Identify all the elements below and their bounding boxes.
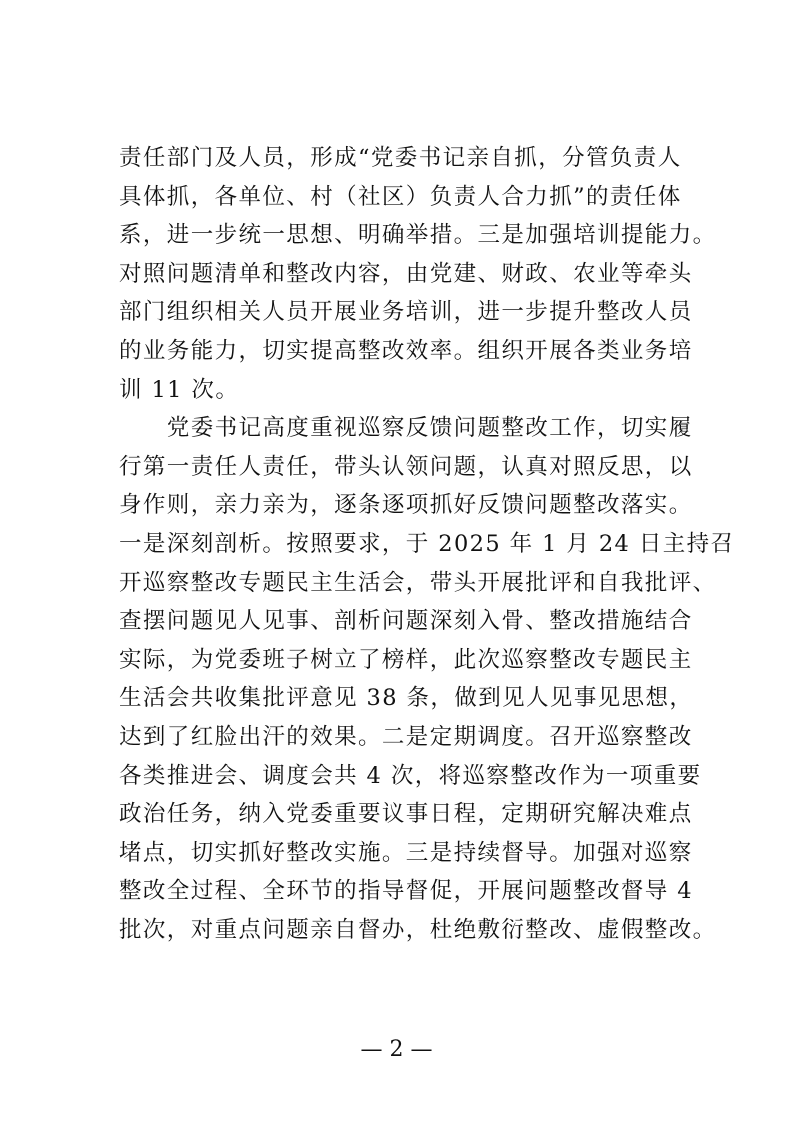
text-line: 对照问题清单和整改内容，由党建、财政、农业等牵头 bbox=[119, 260, 693, 287]
text-line: 行第一责任人责任，带头认领问题，认真对照反思，以 bbox=[119, 453, 693, 480]
text-line: 堵点，切实抓好整改实施。三是持续督导。加强对巡察 bbox=[119, 839, 693, 866]
text-line: 身作则，亲力亲为，逐条逐项抓好反馈问题整改落实。 bbox=[119, 492, 693, 519]
text-line: 政治任务，纳入党委重要议事日程，定期研究解决难点 bbox=[119, 801, 693, 828]
text-line: 开巡察整改专题民主生活会，带头开展批评和自我批评、 bbox=[119, 569, 717, 596]
text-line: 一是深刻剖析。按照要求，于 2025 年 1 月 24 日主持召 bbox=[119, 530, 735, 557]
text-line: 查摆问题见人见事、剖析问题深刻入骨、整改措施结合 bbox=[119, 608, 693, 635]
page-number: — 2 — bbox=[360, 1037, 433, 1062]
text-line: 具体抓，各单位、村（社区）负责人合力抓”的责任体 bbox=[119, 183, 682, 210]
text-line: 训 11 次。 bbox=[119, 376, 240, 403]
text-line: 党委书记高度重视巡察反馈问题整改工作，切实履 bbox=[119, 415, 693, 442]
text-line: 部门组织相关人员开展业务培训，进一步提升整改人员 bbox=[119, 299, 693, 326]
text-line: 整改全过程、全环节的指导督促，开展问题整改督导 4 bbox=[119, 878, 693, 905]
text-line: 实际，为党委班子树立了榜样，此次巡察整改专题民主 bbox=[119, 646, 693, 673]
text-line: 责任部门及人员，形成“党委书记亲自抓，分管负责人 bbox=[119, 145, 682, 171]
text-line: 的业务能力，切实提高整改效率。组织开展各类业务培 bbox=[119, 337, 693, 364]
body-text bbox=[119, 139, 735, 949]
text-line: 批次，对重点问题亲自督办，杜绝敷衍整改、虚假整改。 bbox=[119, 916, 717, 943]
text-line: 生活会共收集批评意见 38 条，做到见人见事见思想， bbox=[119, 685, 694, 712]
text-line: 各类推进会、调度会共 4 次，将巡察整改作为一项重要 bbox=[119, 762, 702, 789]
text-line: 达到了红脸出汗的效果。二是定期调度。召开巡察整改 bbox=[119, 723, 693, 750]
text-line: 系，进一步统一思想、明确举措。三是加强培训提能力。 bbox=[119, 222, 717, 249]
